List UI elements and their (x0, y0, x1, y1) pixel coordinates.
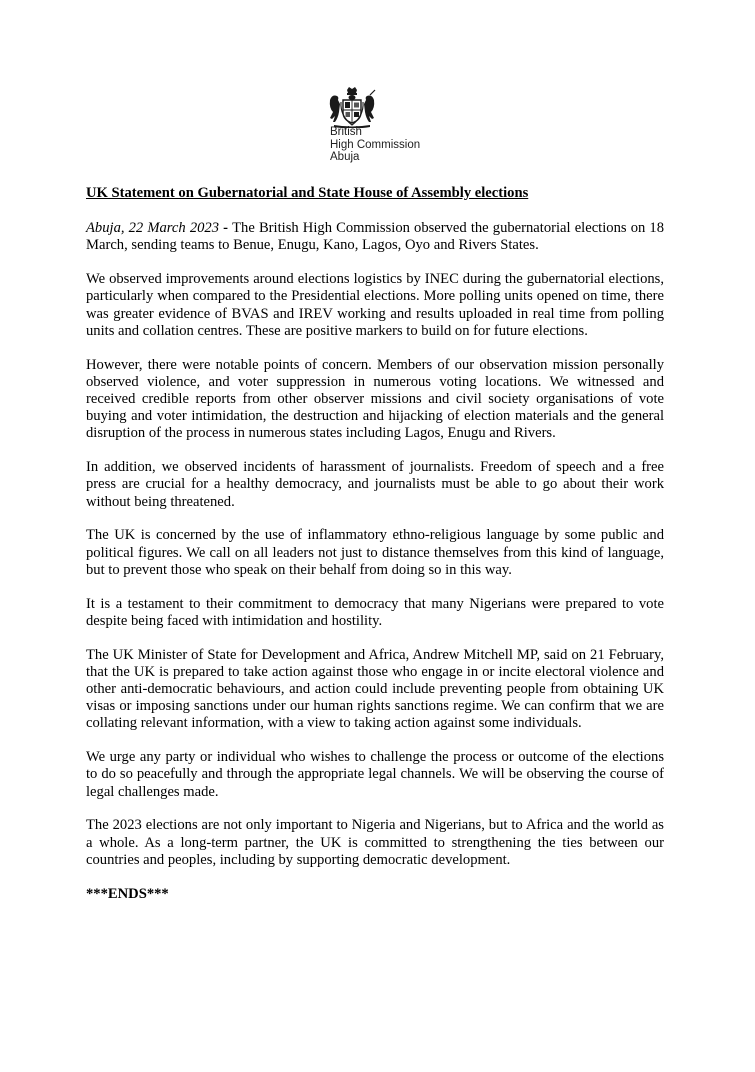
paragraph-1 (86, 220, 664, 254)
dateline-dash: - (219, 220, 233, 237)
issuer-line-3: Abuja (330, 151, 360, 163)
paragraph-4: In addition, we observed incidents of harassment of journalists. Freedom of speech and a free press are crucial for a healthy democracy, and journalists must be able to go about their work without being threatened. (86, 459, 664, 510)
royal-coat-of-arms-icon (326, 86, 378, 128)
paragraph-7: The UK Minister of State for Development and Africa, Andrew Mitchell MP, said on 21 February, that the UK is prepared to take action against those who engage in or incite electoral violence and other anti-democratic behaviours, and action could include preventing people from obtaining UK visas or imposing sanctions under our human rights sanctions regime. We can confirm that we are collating relevant information, with a view to taking action against some individuals. (86, 646, 664, 732)
paragraph-2: We observed improvements around elections logistics by INEC during the gubernatorial elections, particularly when compared to the Presidential elections. More polling units opened on time, there was greater evidence of BVAS and IREV working and results uploaded in real time from polling units and collation centres. These are positive markers to build on for future elections. (86, 271, 664, 339)
dateline: Abuja, 22 March 2023 (86, 220, 220, 237)
statement-title: UK Statement on Gubernatorial and State House of Assembly elections (86, 185, 529, 201)
issuer-line-2: High Commission (330, 138, 421, 151)
paragraph-1-text: The British High Commission observed the gubernatorial elections on 18 March, sending teams to Benue, Enugu, Kano, Lagos, Oyo and Rivers States. (86, 220, 664, 254)
statement-body (86, 185, 664, 903)
ends-marker: ***ENDS*** (86, 885, 169, 902)
paragraph-3: However, there were notable points of concern. Members of our observation mission personally observed violence, and voter suppression in numerous voting locations. We witnessed and received credible reports from other observer missions and civil society organisations of vote buying and voter intimidation, the destruction and hijacking of election materials and the general disruption of the process in numerous states including Lagos, Enugu and Rivers. (86, 356, 664, 442)
paragraph-6: It is a testament to their commitment to democracy that many Nigerians were prepared to vote despite being faced with intimidation and hostility. (86, 595, 664, 629)
paragraph-9: The 2023 elections are not only important to Nigeria and Nigerians, but to Africa and the world as a whole. As a long-term partner, the UK is committed to strengthening the ties between our countries and peoples, including by supporting democratic development. (86, 817, 664, 868)
paragraph-8: We urge any party or individual who wishes to challenge the process or outcome of the elections to do so peacefully and through the appropriate legal channels. We will be observing the course of legal challenges made. (86, 749, 664, 800)
issuer-name (330, 126, 420, 164)
issuer-line-1: British (330, 126, 362, 138)
paragraph-5: The UK is concerned by the use of inflammatory ethno-religious language by some public and political figures. We call on all leaders not just to distance themselves from this kind of language, but to prevent those who speak on their behalf from doing so in this way. (86, 527, 664, 578)
